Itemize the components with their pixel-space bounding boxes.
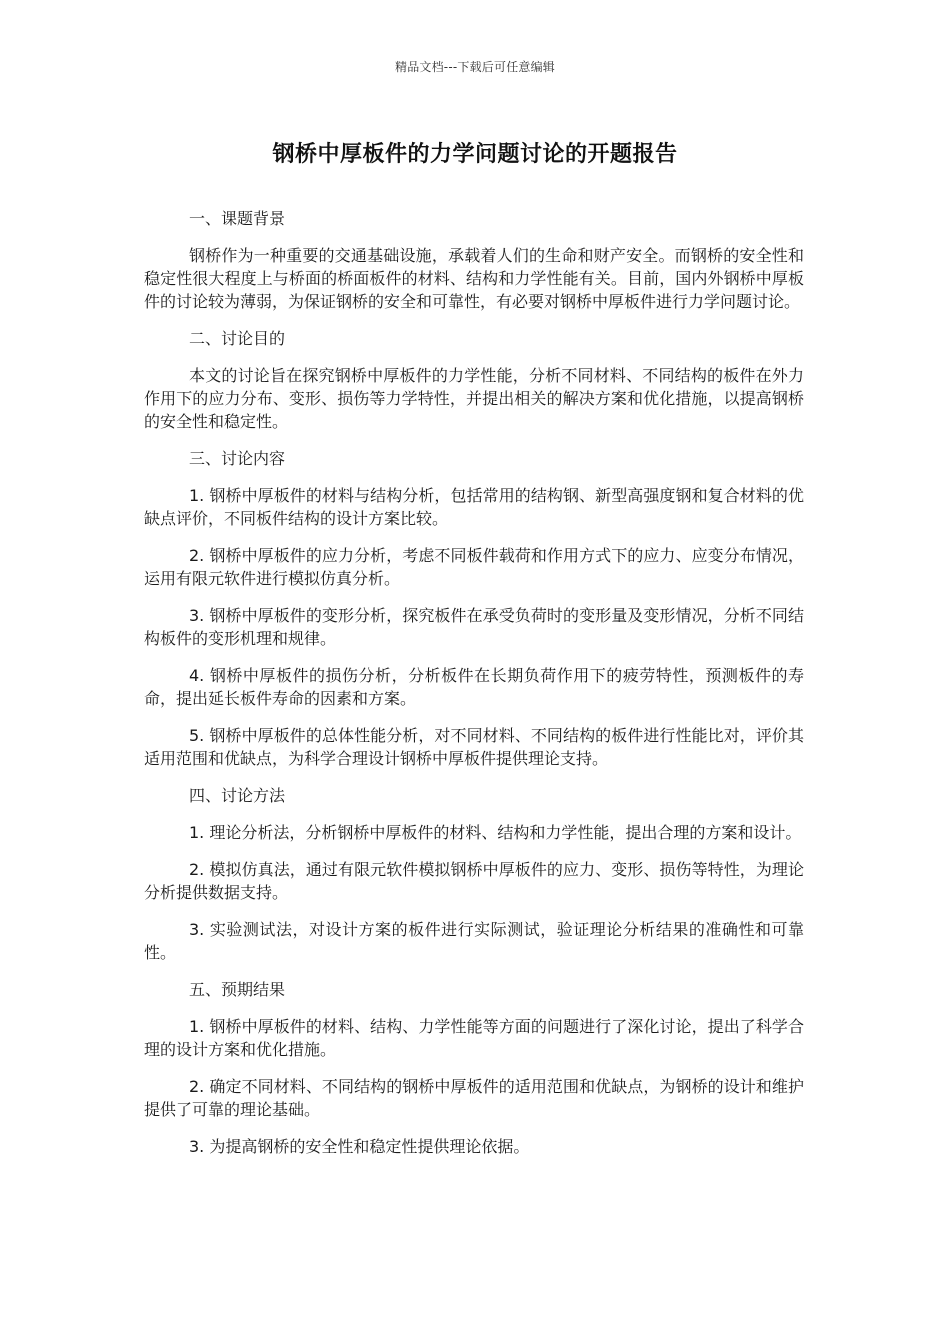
content-item-3: 3. 钢桥中厚板件的变形分析，探究板件在承受负荷时的变形量及变形情况，分析不同结构板件的变形机理和规律。 — [144, 606, 804, 648]
document-body — [144, 207, 804, 1172]
method-item-3: 3. 实验测试法，对设计方案的板件进行实际测试，验证理论分析结果的准确性和可靠性。 — [144, 920, 804, 962]
paragraph-background: 钢桥作为一种重要的交通基础设施，承载着人们的生命和财产安全。而钢桥的安全性和稳定性很大程度上与桥面的桥面板件的材料、结构和力学性能有关。目前，国内外钢桥中厚板件的讨论较为薄弱，为保证钢桥的安全和可靠性，有必要对钢桥中厚板件进行力学问题讨论。 — [144, 246, 804, 311]
section-heading-methods: 四、讨论方法 — [189, 786, 286, 805]
section-heading-content: 三、讨论内容 — [189, 449, 286, 468]
content-item-2: 2. 钢桥中厚板件的应力分析，考虑不同板件载荷和作用方式下的应力、应变分布情况，运用有限元软件进行模拟仿真分析。 — [144, 546, 804, 588]
content-item-5: 5. 钢桥中厚板件的总体性能分析，对不同材料、不同结构的板件进行性能比对，评价其适用范围和优缺点，为科学合理设计钢桥中厚板件提供理论支持。 — [144, 726, 804, 768]
paragraph-purpose: 本文的讨论旨在探究钢桥中厚板件的力学性能，分析不同材料、不同结构的板件在外力作用下的应力分布、变形、损伤等力学特性，并提出相关的解决方案和优化措施，以提高钢桥的安全性和稳定性。 — [144, 366, 804, 431]
method-item-1: 1. 理论分析法，分析钢桥中厚板件的材料、结构和力学性能，提出合理的方案和设计。 — [189, 823, 802, 842]
document-title: 钢桥中厚板件的力学问题讨论的开题报告 — [272, 142, 678, 167]
section-heading-expected-results: 五、预期结果 — [189, 980, 286, 999]
result-item-1: 1. 钢桥中厚板件的材料、结构、力学性能等方面的问题进行了深化讨论，提出了科学合理的设计方案和优化措施。 — [144, 1017, 804, 1059]
content-item-1: 1. 钢桥中厚板件的材料与结构分析，包括常用的结构钢、新型高强度钢和复合材料的优缺点评价，不同板件结构的设计方案比较。 — [144, 486, 804, 528]
result-item-2: 2. 确定不同材料、不同结构的钢桥中厚板件的适用范围和优缺点，为钢桥的设计和维护提供了可靠的理论基础。 — [144, 1077, 804, 1119]
result-item-3: 3. 为提高钢桥的安全性和稳定性提供理论依据。 — [189, 1137, 530, 1156]
section-heading-background: 一、课题背景 — [189, 209, 286, 228]
content-item-4: 4. 钢桥中厚板件的损伤分析，分析板件在长期负荷作用下的疲劳特性，预测板件的寿命，提出延长板件寿命的因素和方案。 — [144, 666, 804, 708]
method-item-2: 2. 模拟仿真法，通过有限元软件模拟钢桥中厚板件的应力、变形、损伤等特性，为理论分析提供数据支持。 — [144, 860, 804, 902]
section-heading-purpose: 二、讨论目的 — [189, 329, 286, 348]
page-header-watermark: 精品文档---下载后可任意编辑 — [395, 60, 555, 74]
